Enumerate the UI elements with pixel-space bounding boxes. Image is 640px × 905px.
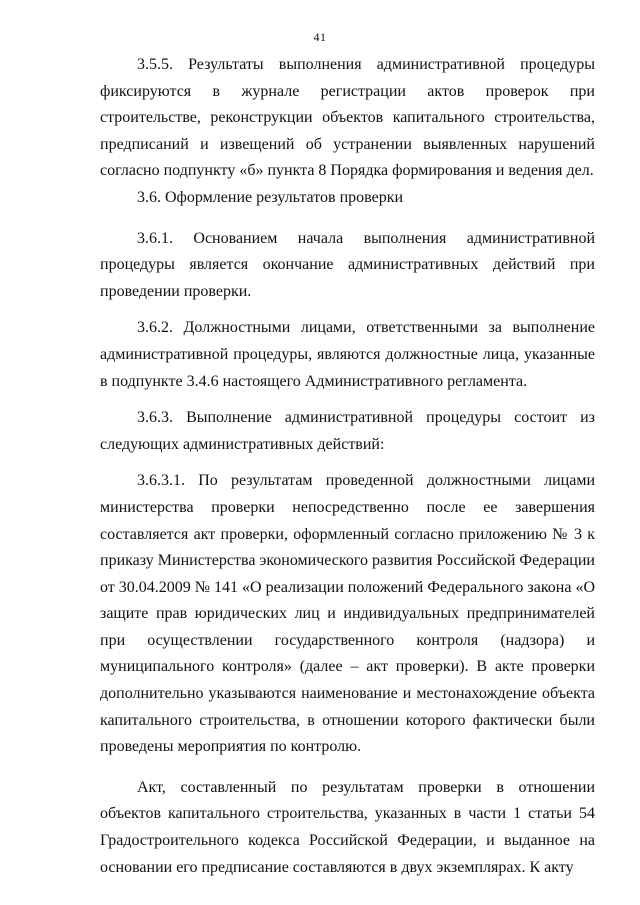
paragraph-3-6-3: 3.6.3. Выполнение административной процедуры состоит из следующих административных действий:	[100, 409, 595, 453]
paragraph-act: Акт, составленный по результатам проверки в отношении объектов капитального строительства, указанных в части 1 статьи 54 Градостроительного кодекса Российской Федерации, и выданное на основании его предписание составляются в двух экземплярах. К акту	[100, 778, 595, 876]
paragraph-3-6-1: 3.6.1. Основанием начала выполнения административной процедуры является окончание административных действий при проведении проверки.	[100, 229, 595, 300]
section-heading-3-6: 3.6. Оформление результатов проверки	[137, 188, 404, 206]
paragraph-3-5-5: 3.5.5. Результаты выполнения административной процедуры фиксируются в журнале регистрации актов проверок при строительстве, реконструкции объектов капитального строительства, предписаний и извещений об устранении выявленных нарушений согласно подпункту «б» пункта 8 Порядка формирования и ведения дел.	[100, 56, 595, 180]
document-body	[100, 52, 595, 881]
page-number: 41	[313, 30, 327, 44]
paragraph-3-6-3-1: 3.6.3.1. По результатам проведенной должностными лицами министерства проверки непосредственно после ее завершения составляется акт проверки, оформленный согласно приложению № 3 к приказу Министерства экономического развития Российской Федерации от 30.04.2009 № 141 «О реализации положений Федерального закона «О защите прав юридических лиц и индивидуальных предпринимателей при осуществлении государственного контроля (надзора) и муниципального контроля» (далее – акт проверки). В акте проверки дополнительно указываются наименование и местонахождение объекта капитального строительства, в отношении которого фактически были проведены мероприятия по контролю.	[100, 472, 595, 756]
paragraph-3-6-2: 3.6.2. Должностными лицами, ответственными за выполнение административной процедуры, являются должностные лица, указанные в подпункте 3.4.6 настоящего Административного регламента.	[100, 319, 595, 390]
